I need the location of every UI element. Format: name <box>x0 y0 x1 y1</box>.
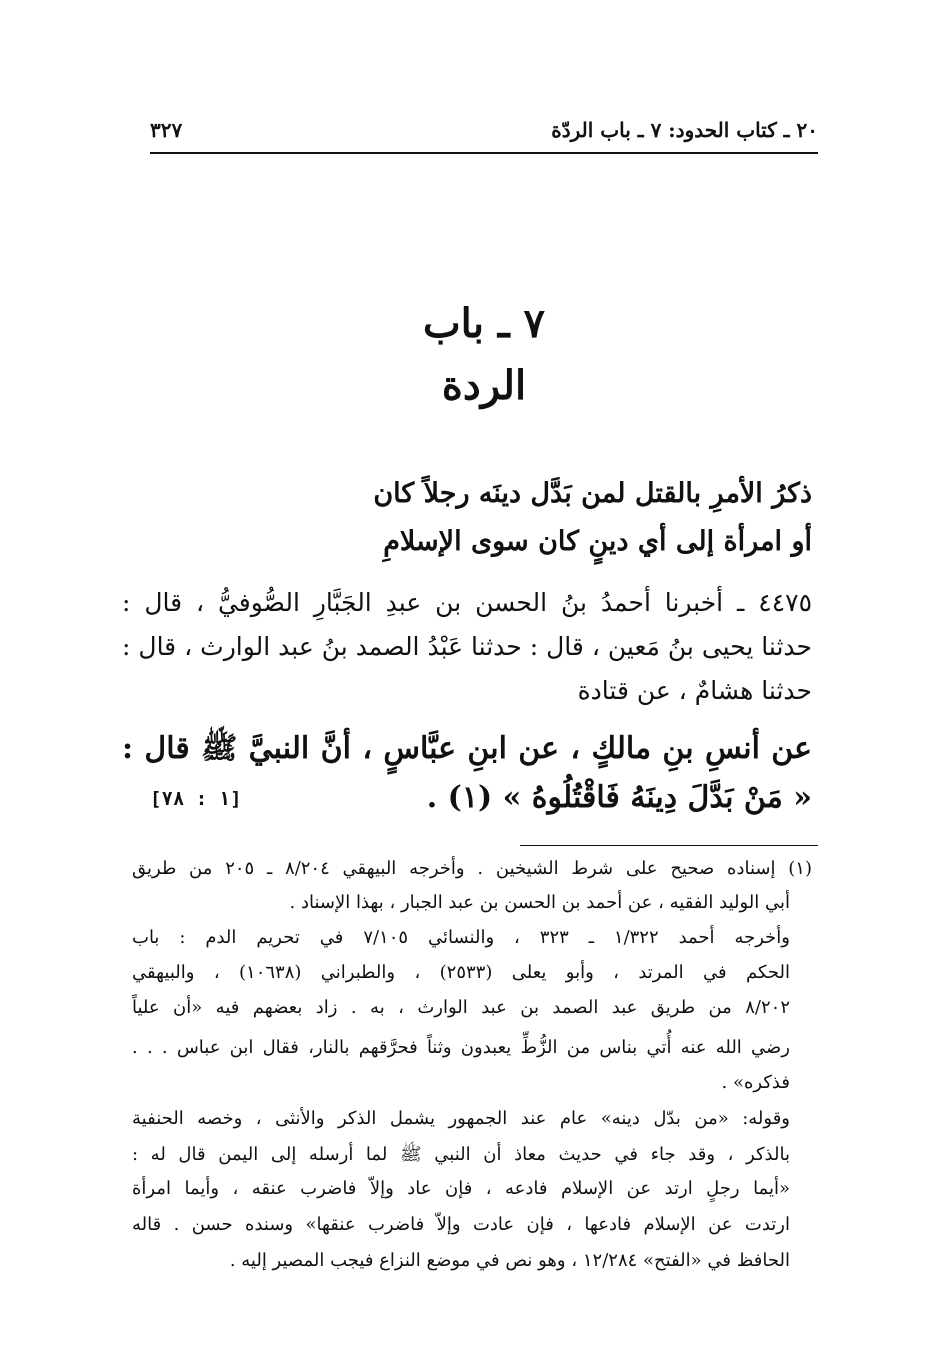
running-header <box>150 112 818 152</box>
footnote-line: الحافظ في «الفتح» ١٢/٢٨٤ ، وهو نص في موضع النزاع فيجب المصير إليه . <box>229 1250 790 1271</box>
footnote-line: ارتدت عن الإسلام فادعها ، فإن عادت وإلاّ فاضرب عنقها» وسنده حسن . قاله <box>132 1214 790 1235</box>
footnote-line: وأخرجه أحمد ١/٣٢٢ ـ ٣٢٣ ، والنسائي ٧/١٠٥ في تحريم الدم : باب <box>132 927 790 948</box>
isnad-line: حدثنا هشامٌ ، عن قتادة <box>577 676 812 705</box>
footnote-line: الحكم في المرتد ، وأبو يعلى (٢٥٣٣) ، والطبراني (١٠٦٣٨) ، والبيهقي <box>132 962 790 983</box>
header-title: ٢٠ ـ كتاب الحدود: ٧ ـ باب الردّة <box>551 118 818 142</box>
footnote-line: ٨/٢٠٢ من طريق عبد الصمد بن عبد الوارث ، به . زاد بعضهم فيه «أن علياً <box>132 997 790 1018</box>
section-heading-line: أو امرأة إلى أي دينٍ كان سوى الإسلامِ <box>383 526 812 557</box>
hadith-text-line: عن أنسِ بنِ مالكٍ ، عن ابنِ عبَّاسٍ ، أنَّ النبيَّ ﷺ قال : <box>122 731 812 766</box>
footnote-line: بالذكر ، وقد جاء في حديث معاذ أن النبي ﷺ لما أرسله إلى اليمن قال له : <box>132 1144 790 1165</box>
page-number: ٣٢٧ <box>150 118 183 142</box>
hadith-text-line: « مَنْ بَدَّلَ دِينَهُ فَاقْتُلُوهُ » (١) . <box>426 780 812 815</box>
footnote-line: وقوله: «من بدّل دينه» عام عند الجمهور يشمل الذكر والأنثى ، وخصه الحنفية <box>132 1108 790 1129</box>
footnote-line: أبي الوليد الفقيه ، عن أحمد بن الحسن بن عبد الجبار ، بهذا الإسناد . <box>289 892 790 913</box>
section-heading-line: ذكرُ الأمرِ بالقتل لمن بَدَّل دينَه رجلاً كان <box>373 478 812 509</box>
isnad-line: حدثنا يحيى بنُ مَعين ، قال : حدثنا عَبْدُ الصمد بنُ عبد الوارث ، قال : <box>122 632 812 661</box>
reference-tag: [١ : ٧٨] <box>150 788 242 810</box>
footnote-line: «أيما رجلٍ ارتد عن الإسلام فادعه ، فإن عاد وإلاّ فاضرب عنقه ، وأيما امرأة <box>132 1178 790 1199</box>
chapter-title: الردة <box>441 362 527 409</box>
chapter-number: ٧ ـ باب <box>422 300 546 347</box>
footnote-line: فذكره» . <box>721 1072 790 1093</box>
footnote-divider <box>520 845 818 846</box>
footnote-line: (١) إسناده صحيح على شرط الشيخين . وأخرجه البيهقي ٨/٢٠٤ ـ ٢٠٥ من طريق <box>132 858 812 879</box>
footnote-line: رضي الله عنه أُتي بناس من الزُّطِّ يعبدون وثناً فحرَّقهم بالنار، فقال ابن عباس . . . <box>132 1037 790 1058</box>
header-divider <box>150 152 818 154</box>
isnad-line: ٤٤٧٥ ـ أخبرنا أحمدُ بنُ الحسن بن عبدِ الجَبَّارِ الصُّوفيُّ ، قال : <box>122 588 812 617</box>
